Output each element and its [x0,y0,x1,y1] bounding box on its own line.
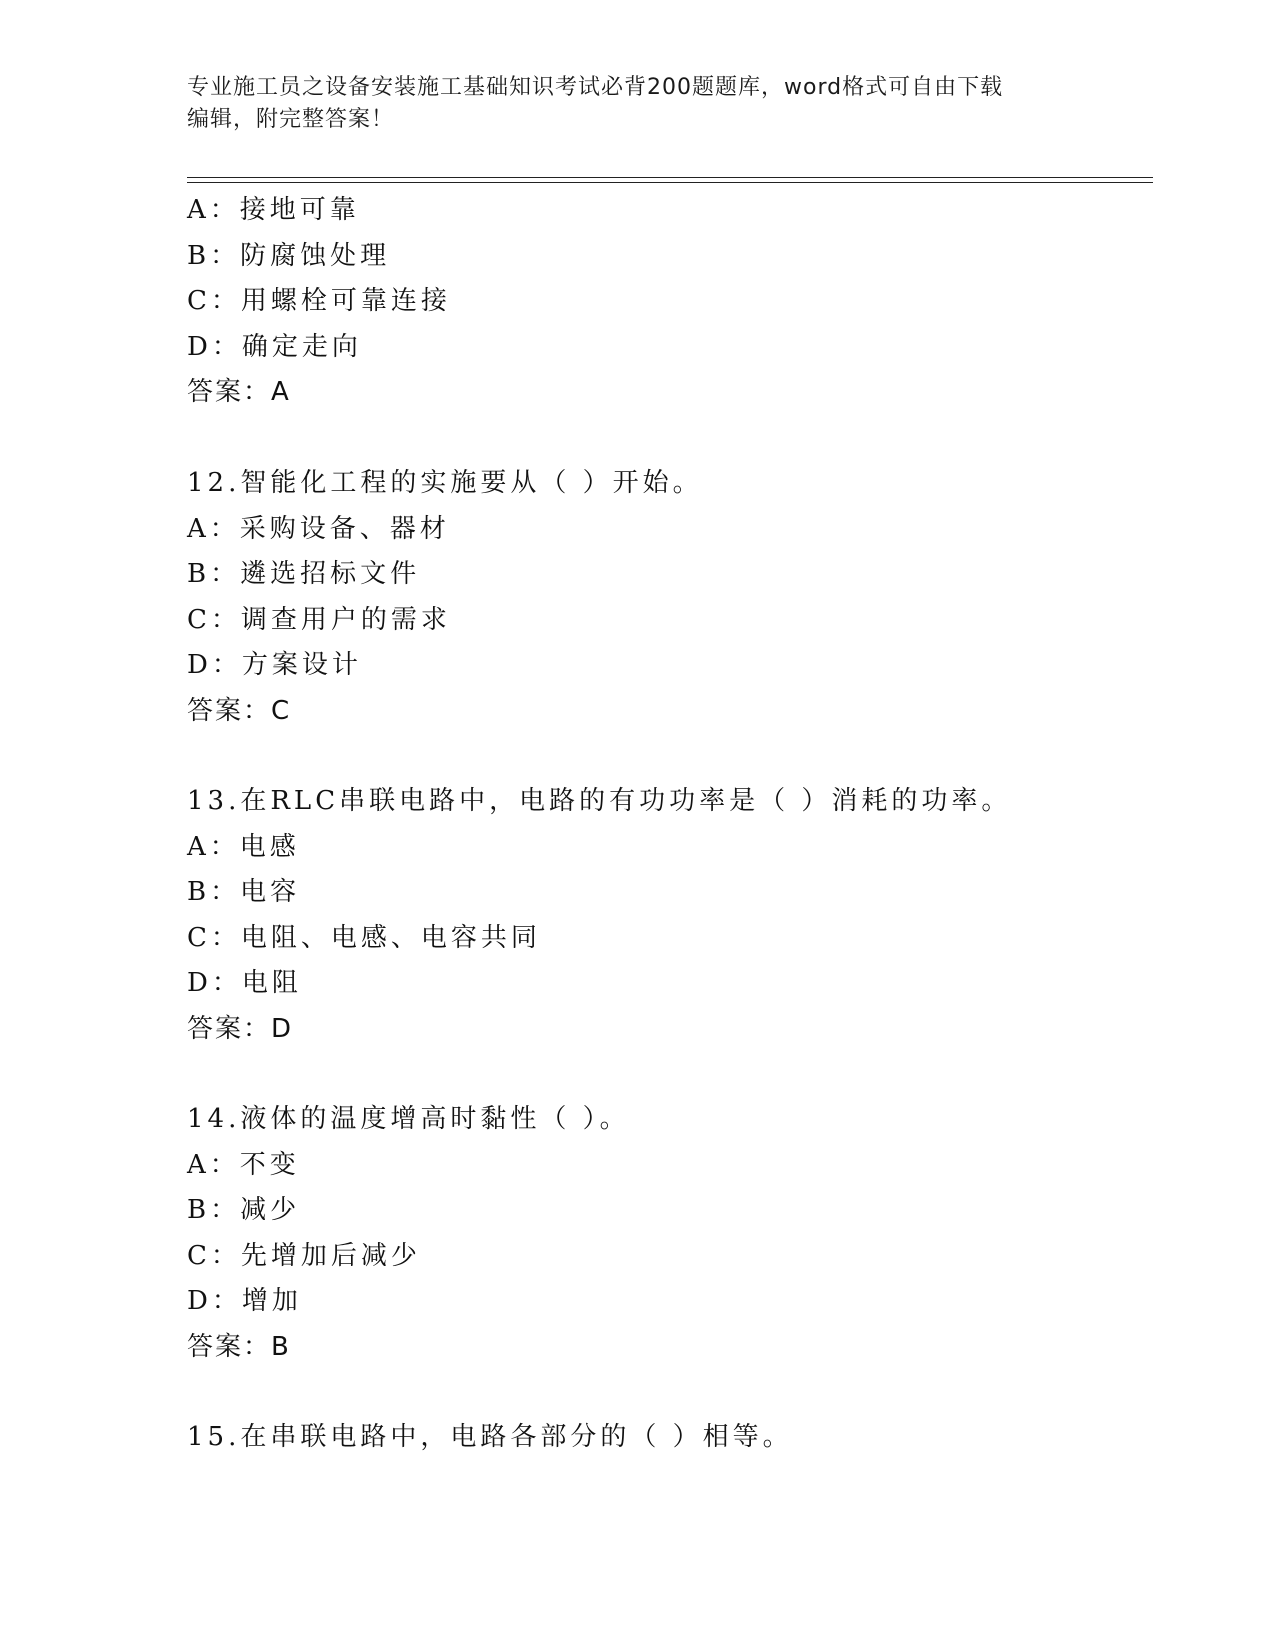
option-a: A：不变 [187,1149,300,1180]
question-11-block [187,188,1127,416]
option-b: B：遴选招标文件 [187,559,421,589]
header-divider-bottom [187,182,1153,183]
question-14-block [187,1097,1127,1370]
option-c: C：电阻、电感、电容共同 [187,922,541,953]
option-a: A：采购设备、器材 [187,513,450,544]
option-c: C：先增加后减少 [187,1240,421,1271]
question-13-block [187,779,1127,1052]
question-text: 15.在串联电路中，电路各部分的（ ）相等。 [187,1422,793,1452]
question-text: 14.液体的温度增高时黏性（ ）。 [187,1104,630,1134]
option-b: B：电容 [187,877,301,907]
option-a: A：电感 [187,831,300,862]
header-line-2: 编辑，附完整答案！ [187,107,395,132]
option-c: C：调查用户的需求 [187,604,451,635]
option-a: A：接地可靠 [187,195,360,225]
option-b: B：防腐蚀处理 [187,240,391,271]
header-divider-top [187,177,1153,178]
option-d: D：确定走向 [187,331,362,362]
answer-line: 答案：A [187,377,291,407]
option-d: D：电阻 [187,968,302,998]
header-line-1: 专业施工员之设备安装施工基础知识考试必背200题题库，word格式可自由下载 [187,75,1004,100]
document-header [187,72,1067,136]
answer-line: 答案：D [187,1013,294,1044]
question-12-block [187,461,1127,734]
answer-line: 答案：B [187,1331,291,1362]
option-b: B：减少 [187,1195,301,1225]
answer-line: 答案：C [187,695,292,726]
question-15-block [187,1415,1127,1461]
question-text: 13.在RLC串联电路中，电路的有功功率是（ ）消耗的功率。 [187,786,1012,816]
option-c: C：用螺栓可靠连接 [187,286,451,316]
question-text: 12.智能化工程的实施要从（ ）开始。 [187,468,703,498]
option-d: D：方案设计 [187,650,362,680]
option-d: D：增加 [187,1286,302,1316]
